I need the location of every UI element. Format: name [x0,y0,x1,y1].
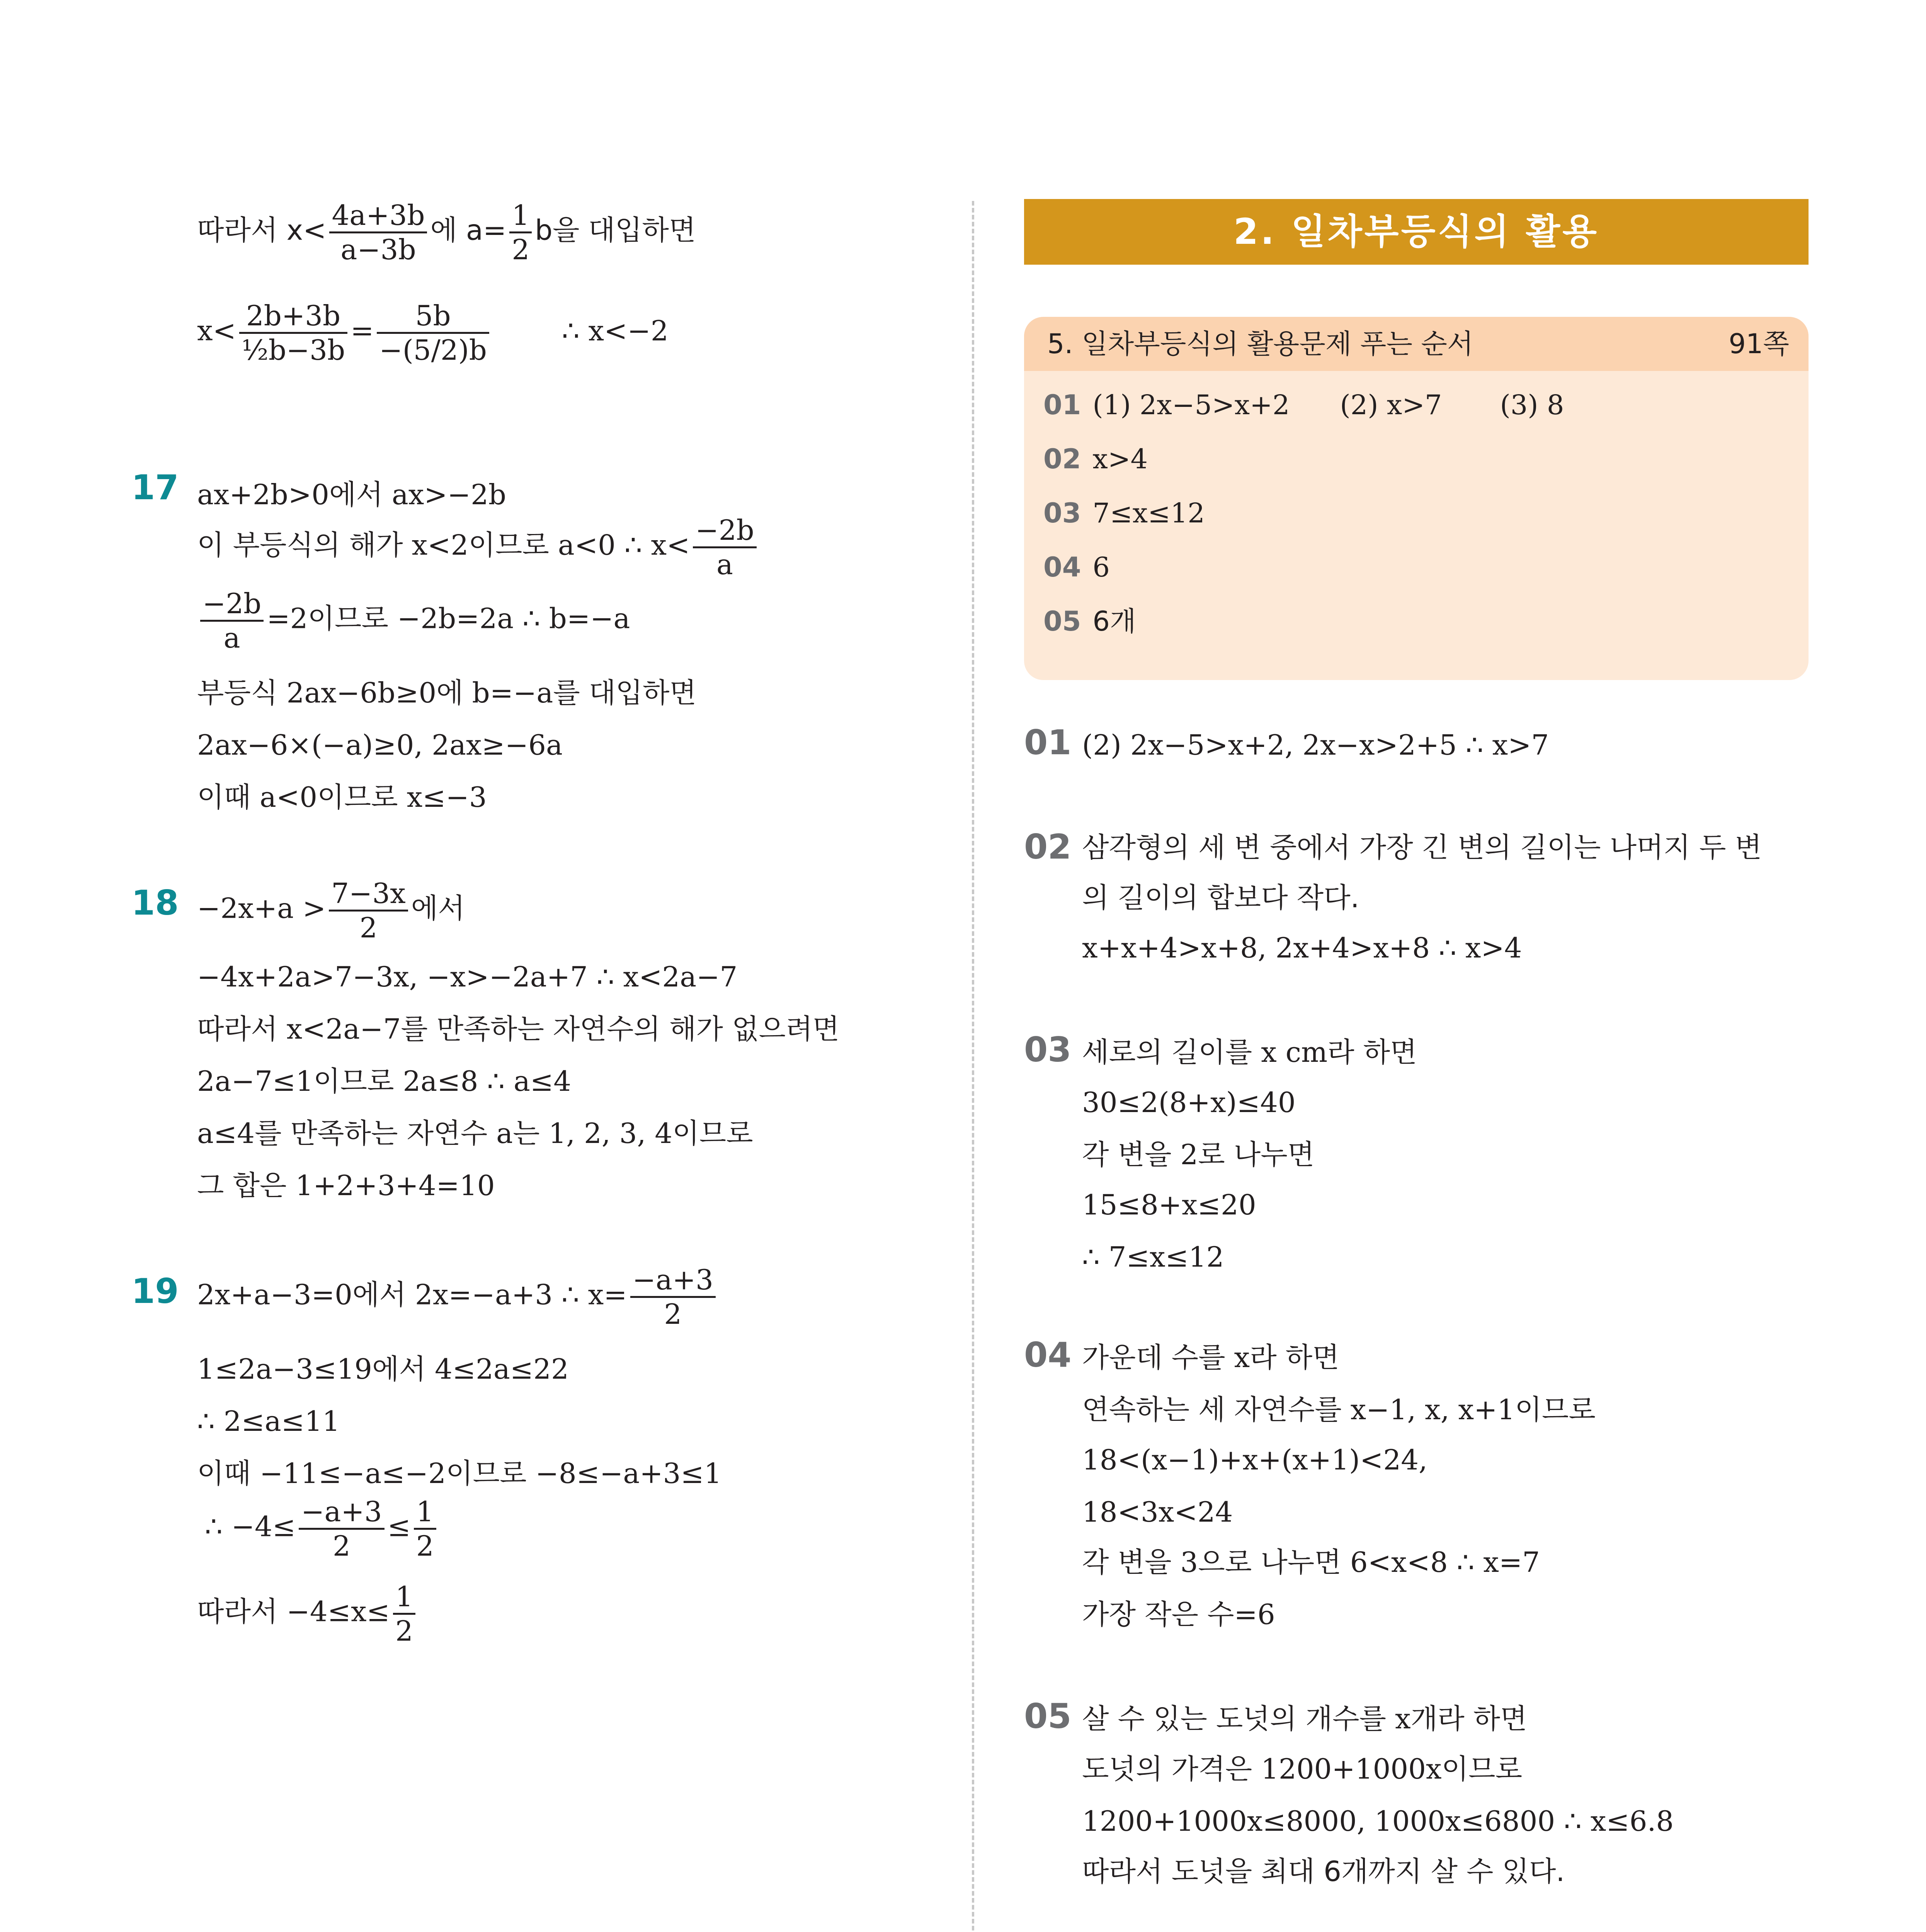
summary-box-title: 5. 일차부등식의 활용문제 푸는 순서 [1047,328,1473,360]
solution-number-02: 02 [1024,827,1072,867]
problem-number-18: 18 [131,883,179,923]
p18-line-1: −2x+a > $\frac{7-3x}{2}$ 에서 [197,877,465,944]
fraction: $\frac{-a+3}{2}$ [630,1264,716,1330]
p17-line-6: 이때 a<0이므로 x≤−3 [197,781,487,813]
page-reference: 91쪽 [1729,328,1789,360]
s03-line-3: 각 변을 2로 나누면 [1082,1138,1315,1171]
solution-number-05: 05 [1024,1696,1072,1736]
s02-line-3: x+x+4>x+8, 2x+4>x+8 ∴ x>4 [1082,932,1522,964]
p18-line-2: −4x+2a>7−3x, −x>−2a+7 ∴ x<2a−7 [197,961,738,993]
s02-line-2: 의 길이의 합보다 작다. [1082,881,1359,914]
s03-line-2: 30≤2(8+x)≤40 [1082,1086,1296,1119]
fraction: $\frac{-2b}{a}$ [693,514,756,581]
p19-line-3: ∴ 2≤a≤11 [197,1405,340,1437]
solution-number-04: 04 [1024,1335,1072,1375]
s03-line-4: 15≤8+x≤20 [1082,1189,1256,1221]
s05-line-2: 도넛의 가격은 1200+1000x이므로 [1082,1753,1523,1785]
s04-line-2: 연속하는 세 자연수를 x−1, x, x+1이므로 [1082,1393,1596,1426]
s05-line-4: 따라서 도넛을 최대 6개까지 살 수 있다. [1082,1855,1565,1888]
p18-line-4: 2a−7≤1이므로 2a≤8 ∴ a≤4 [197,1065,572,1097]
s04-line-5: 각 변을 3으로 나누면 6<x<8 ∴ x=7 [1082,1546,1540,1578]
p17-line-2: 이 부등식의 해가 x<2이므로 a<0 ∴ x< $\frac{-2b}{a}$ [197,514,760,581]
s04-line-3: 18<(x−1)+x+(x+1)<24, [1082,1444,1427,1476]
p17-line-5: 2ax−6×(−a)≥0, 2ax≥−6a [197,729,563,761]
fraction: $\frac{7-3x}{2}$ [329,877,408,944]
p17-line-3: $\frac{-2b}{a}$ =2이므로 −2b=2a ∴ b=−a [197,587,630,654]
p19-line-2: 1≤2a−3≤19에서 4≤2a≤22 [197,1353,569,1385]
intro-line-1: 따라서 x< $\frac{4a+3b}{a-3b}$ 에 a= $\frac{1}{2}$ b을 대입하면 [197,199,696,266]
s02-line-1: 삼각형의 세 변 중에서 가장 긴 변의 길이는 나머지 두 변 [1082,831,1762,864]
summary-box-5 [1024,317,1809,680]
s05-line-3: 1200+1000x≤8000, 1000x≤6800 ∴ x≤6.8 [1082,1805,1674,1837]
column-divider [972,201,974,1932]
s04-line-1: 가운데 수를 x라 하면 [1082,1341,1339,1374]
p18-line-5: a≤4를 만족하는 자연수 a는 1, 2, 3, 4이므로 [197,1117,753,1150]
fraction: $\frac{2b+3b}{\text{½b−3b}}$ [239,299,347,366]
s04-line-4: 18<3x<24 [1082,1496,1233,1528]
p18-line-3: 따라서 x<2a−7를 만족하는 자연수의 해가 없으려면 [197,1013,840,1045]
fraction: $\frac{1}{2}$ [393,1580,415,1647]
s05-line-1: 살 수 있는 도넛의 개수를 x개라 하면 [1082,1702,1527,1735]
s03-line-1: 세로의 길이를 x cm라 하면 [1082,1036,1417,1068]
fraction: $\frac{-a+3}{2}$ [299,1495,384,1562]
section-banner: 2. 일차부등식의 활용 [1024,199,1809,265]
box5-row-02: 02 x>4 [1043,443,1148,475]
p19-line-4: 이때 −11≤−a≤−2이므로 −8≤−a+3≤1 [197,1457,722,1490]
box5-row-03: 03 7≤x≤12 [1043,497,1205,529]
solution-number-01: 01 [1024,723,1072,762]
fraction: $\frac{1}{2}$ [414,1495,436,1562]
p19-line-6: 따라서 −4≤x≤ $\frac{1}{2}$ [197,1580,419,1647]
p17-line-4: 부등식 2ax−6b≥0에 b=−a를 대입하면 [197,677,697,709]
fraction: $\frac{1}{2}$ [509,199,532,266]
p17-line-1: ax+2b>0에서 ax>−2b [197,478,506,511]
s03-line-5: ∴ 7≤x≤12 [1082,1241,1224,1273]
problem-number-17: 17 [131,468,179,507]
solution-number-03: 03 [1024,1030,1072,1070]
fraction: $\frac{5b}{-(5/2)b}$ [377,299,489,366]
intro-line-2: x< $\frac{2b+3b}{\text{½b−3b}}$ = $\frac{5b}{-(5/2)b}$ ∴ x<−2 [197,299,669,366]
p19-line-5: ∴ −4≤ $\frac{-a+3}{2}$ ≤ $\frac{1}{2}$ [205,1495,439,1562]
fraction: $\frac{4a+3b}{a-3b}$ [329,199,427,266]
p18-line-6: 그 합은 1+2+3+4=10 [197,1169,495,1202]
problem-number-19: 19 [131,1271,179,1311]
p19-line-1: 2x+a−3=0에서 2x=−a+3 ∴ x= $\frac{-a+3}{2}$ [197,1264,719,1330]
s01-line-1: (2) 2x−5>x+2, 2x−x>2+5 ∴ x>7 [1082,729,1549,761]
summary-box-header [1024,317,1809,371]
box5-row-05: 05 6개 [1043,605,1136,637]
box5-row-04: 04 6 [1043,551,1110,583]
fraction: $\frac{-2b}{a}$ [200,587,264,654]
s04-line-6: 가장 작은 수=6 [1082,1598,1275,1631]
box5-row-01: 01 (1) 2x−5>x+2 (2) x>7 (3) 8 [1043,389,1564,421]
